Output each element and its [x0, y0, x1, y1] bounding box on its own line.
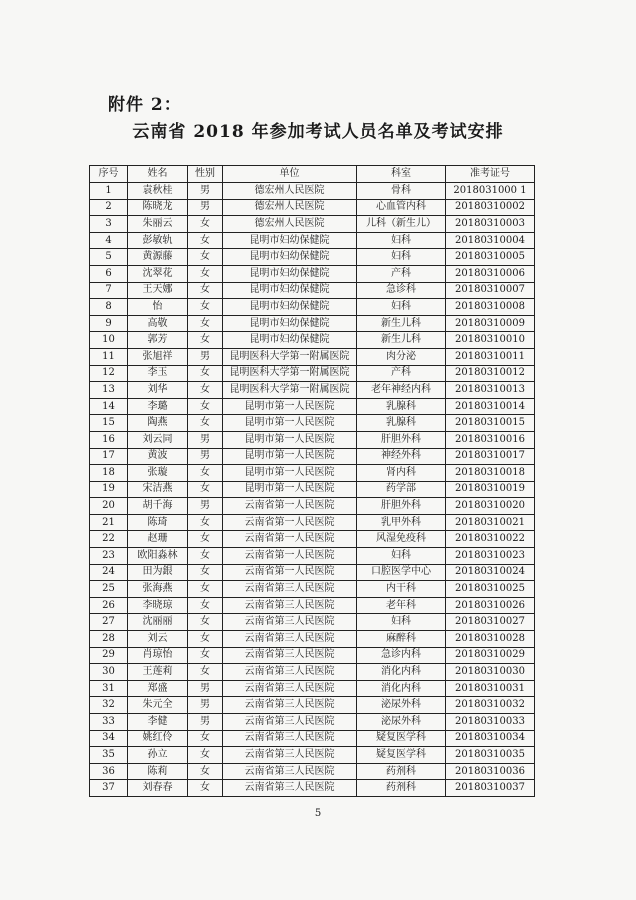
gender-cell: 男 [188, 348, 223, 365]
department-cell: 急诊科 [357, 282, 446, 299]
person-name-cell: 彭敏轨 [128, 232, 188, 249]
table-row [90, 514, 535, 531]
work-unit-cell: 云南省第三人民医院 [223, 614, 357, 631]
department-cell: 泌尿外科 [357, 697, 446, 714]
table-row [90, 481, 535, 498]
department-cell: 消化内科 [357, 680, 446, 697]
person-name-cell: 陈莉 [128, 763, 188, 780]
gender-cell: 男 [188, 431, 223, 448]
gender-cell: 男 [188, 448, 223, 465]
gender-cell: 女 [188, 631, 223, 648]
admission-ticket-number-cell: 20180310003 [446, 216, 535, 233]
column-header: 姓名 [128, 166, 188, 183]
row-number-cell: 8 [90, 299, 128, 316]
work-unit-cell: 云南省第三人民医院 [223, 581, 357, 598]
table-row [90, 747, 535, 764]
gender-cell: 女 [188, 216, 223, 233]
work-unit-cell: 昆明市妇幼保健院 [223, 315, 357, 332]
admission-ticket-number-cell: 20180310002 [446, 199, 535, 216]
admission-ticket-number-cell: 20180310025 [446, 581, 535, 598]
gender-cell: 女 [188, 398, 223, 415]
department-cell: 心血管内科 [357, 199, 446, 216]
table-row [90, 332, 535, 349]
department-cell: 老年科 [357, 597, 446, 614]
department-cell: 新生儿科 [357, 315, 446, 332]
table-row [90, 465, 535, 482]
row-number-cell: 1 [90, 183, 128, 200]
gender-cell: 男 [188, 199, 223, 216]
gender-cell: 女 [188, 614, 223, 631]
gender-cell: 女 [188, 332, 223, 349]
row-number-cell: 18 [90, 465, 128, 482]
row-number-cell: 23 [90, 548, 128, 565]
department-cell: 口腔医学中心 [357, 564, 446, 581]
department-cell: 内干科 [357, 581, 446, 598]
row-number-cell: 30 [90, 664, 128, 681]
row-number-cell: 7 [90, 282, 128, 299]
work-unit-cell: 云南省第三人民医院 [223, 763, 357, 780]
gender-cell: 女 [188, 531, 223, 548]
gender-cell: 女 [188, 747, 223, 764]
row-number-cell: 2 [90, 199, 128, 216]
table-row [90, 714, 535, 731]
row-number-cell: 25 [90, 581, 128, 598]
table-row [90, 199, 535, 216]
gender-cell: 女 [188, 664, 223, 681]
admission-ticket-number-cell: 20180310016 [446, 431, 535, 448]
admission-ticket-number-cell: 20180310012 [446, 365, 535, 382]
table-row [90, 183, 535, 200]
table-row [90, 680, 535, 697]
department-cell: 肝胆外科 [357, 431, 446, 448]
page-number: 5 [314, 808, 322, 819]
work-unit-cell: 昆明市第一人民医院 [223, 465, 357, 482]
admission-ticket-number-cell: 20180310009 [446, 315, 535, 332]
work-unit-cell: 昆明市第一人民医院 [223, 415, 357, 432]
admission-ticket-number-cell: 20180310005 [446, 249, 535, 266]
work-unit-cell: 云南省第三人民医院 [223, 747, 357, 764]
person-name-cell: 怡 [128, 299, 188, 316]
gender-cell: 女 [188, 282, 223, 299]
department-cell: 急诊内科 [357, 647, 446, 664]
gender-cell: 女 [188, 315, 223, 332]
person-name-cell: 肖琼怡 [128, 647, 188, 664]
row-number-cell: 24 [90, 564, 128, 581]
gender-cell: 女 [188, 382, 223, 399]
person-name-cell: 李玉 [128, 365, 188, 382]
work-unit-cell: 云南省第一人民医院 [223, 531, 357, 548]
person-name-cell: 高敬 [128, 315, 188, 332]
table-row [90, 431, 535, 448]
table-row [90, 531, 535, 548]
gender-cell: 女 [188, 299, 223, 316]
admission-ticket-number-cell: 20180310015 [446, 415, 535, 432]
person-name-cell: 沈翠花 [128, 265, 188, 282]
row-number-cell: 12 [90, 365, 128, 382]
work-unit-cell: 云南省第三人民医院 [223, 714, 357, 731]
gender-cell: 男 [188, 498, 223, 515]
department-cell: 风湿免疫科 [357, 531, 446, 548]
person-name-cell: 胡千海 [128, 498, 188, 515]
person-name-cell: 黄源藤 [128, 249, 188, 266]
admission-ticket-number-cell: 20180310033 [446, 714, 535, 731]
work-unit-cell: 云南省第三人民医院 [223, 647, 357, 664]
gender-cell: 女 [188, 514, 223, 531]
row-number-cell: 5 [90, 249, 128, 266]
work-unit-cell: 昆明市第一人民医院 [223, 398, 357, 415]
person-name-cell: 宋洁燕 [128, 481, 188, 498]
admission-ticket-number-cell: 20180310029 [446, 647, 535, 664]
department-cell: 骨科 [357, 183, 446, 200]
department-cell: 妇科 [357, 249, 446, 266]
work-unit-cell: 昆明市妇幼保健院 [223, 249, 357, 266]
person-name-cell: 李健 [128, 714, 188, 731]
admission-ticket-number-cell: 20180310021 [446, 514, 535, 531]
column-header: 科室 [357, 166, 446, 183]
work-unit-cell: 云南省第一人民医院 [223, 548, 357, 565]
admission-ticket-number-cell: 20180310036 [446, 763, 535, 780]
row-number-cell: 17 [90, 448, 128, 465]
table-row [90, 763, 535, 780]
column-header: 准考证号 [446, 166, 535, 183]
person-name-cell: 郑盛 [128, 680, 188, 697]
row-number-cell: 32 [90, 697, 128, 714]
person-name-cell: 陶燕 [128, 415, 188, 432]
person-name-cell: 刘华 [128, 382, 188, 399]
admission-ticket-number-cell: 20180310018 [446, 465, 535, 482]
work-unit-cell: 云南省第三人民医院 [223, 697, 357, 714]
exam-roster-table [89, 165, 535, 797]
department-cell: 产科 [357, 265, 446, 282]
work-unit-cell: 德宏州人民医院 [223, 199, 357, 216]
row-number-cell: 13 [90, 382, 128, 399]
attachment-label: 附件 2： [108, 95, 182, 115]
department-cell: 药剂科 [357, 763, 446, 780]
row-number-cell: 10 [90, 332, 128, 349]
work-unit-cell: 昆明市第一人民医院 [223, 431, 357, 448]
person-name-cell: 黄波 [128, 448, 188, 465]
admission-ticket-number-cell: 20180310023 [446, 548, 535, 565]
person-name-cell: 张旭祥 [128, 348, 188, 365]
work-unit-cell: 昆明医科大学第一附属医院 [223, 382, 357, 399]
department-cell: 药学部 [357, 481, 446, 498]
gender-cell: 女 [188, 465, 223, 482]
department-cell: 肉分泌 [357, 348, 446, 365]
department-cell: 产科 [357, 365, 446, 382]
admission-ticket-number-cell: 20180310037 [446, 780, 535, 797]
work-unit-cell: 云南省第一人民医院 [223, 514, 357, 531]
row-number-cell: 20 [90, 498, 128, 515]
work-unit-cell: 云南省第三人民医院 [223, 664, 357, 681]
table-row [90, 597, 535, 614]
admission-ticket-number-cell: 20180310004 [446, 232, 535, 249]
department-cell: 药剂科 [357, 780, 446, 797]
person-name-cell: 王莲莉 [128, 664, 188, 681]
table-row [90, 780, 535, 797]
table-row [90, 315, 535, 332]
work-unit-cell: 云南省第三人民医院 [223, 730, 357, 747]
gender-cell: 女 [188, 249, 223, 266]
work-unit-cell: 云南省第一人民医院 [223, 564, 357, 581]
row-number-cell: 29 [90, 647, 128, 664]
person-name-cell: 欧阳淼林 [128, 548, 188, 565]
work-unit-cell: 昆明市第一人民医院 [223, 481, 357, 498]
gender-cell: 男 [188, 680, 223, 697]
column-header: 序号 [90, 166, 128, 183]
admission-ticket-number-cell: 20180310034 [446, 730, 535, 747]
table-row [90, 548, 535, 565]
row-number-cell: 16 [90, 431, 128, 448]
table-row [90, 730, 535, 747]
department-cell: 肝胆外科 [357, 498, 446, 515]
work-unit-cell: 云南省第三人民医院 [223, 631, 357, 648]
row-number-cell: 35 [90, 747, 128, 764]
row-number-cell: 14 [90, 398, 128, 415]
person-name-cell: 王天娜 [128, 282, 188, 299]
department-cell: 疑复医学科 [357, 747, 446, 764]
department-cell: 疑复医学科 [357, 730, 446, 747]
table-row [90, 647, 535, 664]
row-number-cell: 31 [90, 680, 128, 697]
row-number-cell: 26 [90, 597, 128, 614]
person-name-cell: 郭芳 [128, 332, 188, 349]
work-unit-cell: 昆明市妇幼保健院 [223, 232, 357, 249]
gender-cell: 男 [188, 183, 223, 200]
department-cell: 妇科 [357, 614, 446, 631]
column-header: 单位 [223, 166, 357, 183]
table-row [90, 282, 535, 299]
table-row [90, 348, 535, 365]
admission-ticket-number-cell: 20180310032 [446, 697, 535, 714]
department-cell: 泌尿外科 [357, 714, 446, 731]
table-row [90, 382, 535, 399]
person-name-cell: 赵珊 [128, 531, 188, 548]
admission-ticket-number-cell: 20180310022 [446, 531, 535, 548]
table-row [90, 664, 535, 681]
department-cell: 老年神经内科 [357, 382, 446, 399]
department-cell: 消化内科 [357, 664, 446, 681]
admission-ticket-number-cell: 20180310013 [446, 382, 535, 399]
person-name-cell: 袁秋桂 [128, 183, 188, 200]
person-name-cell: 张海燕 [128, 581, 188, 598]
row-number-cell: 27 [90, 614, 128, 631]
table-row [90, 398, 535, 415]
work-unit-cell: 德宏州人民医院 [223, 216, 357, 233]
person-name-cell: 刘云同 [128, 431, 188, 448]
row-number-cell: 3 [90, 216, 128, 233]
table-row [90, 216, 535, 233]
person-name-cell: 田为銀 [128, 564, 188, 581]
admission-ticket-number-cell: 2018031000 1 [446, 183, 535, 200]
admission-ticket-number-cell: 20180310031 [446, 680, 535, 697]
person-name-cell: 朱丽云 [128, 216, 188, 233]
row-number-cell: 21 [90, 514, 128, 531]
gender-cell: 女 [188, 763, 223, 780]
table-row [90, 448, 535, 465]
person-name-cell: 陈晓龙 [128, 199, 188, 216]
person-name-cell: 刘云 [128, 631, 188, 648]
gender-cell: 女 [188, 481, 223, 498]
person-name-cell: 张璇 [128, 465, 188, 482]
person-name-cell: 朱元全 [128, 697, 188, 714]
work-unit-cell: 昆明市妇幼保健院 [223, 282, 357, 299]
admission-ticket-number-cell: 20180310006 [446, 265, 535, 282]
person-name-cell: 刘春春 [128, 780, 188, 797]
row-number-cell: 4 [90, 232, 128, 249]
table-row [90, 498, 535, 515]
work-unit-cell: 云南省第三人民医院 [223, 680, 357, 697]
table-header-row [90, 166, 535, 183]
work-unit-cell: 昆明医科大学第一附属医院 [223, 348, 357, 365]
row-number-cell: 22 [90, 531, 128, 548]
admission-ticket-number-cell: 20180310028 [446, 631, 535, 648]
gender-cell: 女 [188, 581, 223, 598]
department-cell: 乳甲外科 [357, 514, 446, 531]
person-name-cell: 沈丽丽 [128, 614, 188, 631]
admission-ticket-number-cell: 20180310011 [446, 348, 535, 365]
row-number-cell: 33 [90, 714, 128, 731]
work-unit-cell: 德宏州人民医院 [223, 183, 357, 200]
row-number-cell: 34 [90, 730, 128, 747]
person-name-cell: 孙立 [128, 747, 188, 764]
work-unit-cell: 昆明市妇幼保健院 [223, 332, 357, 349]
department-cell: 妇科 [357, 548, 446, 565]
admission-ticket-number-cell: 20180310020 [446, 498, 535, 515]
row-number-cell: 28 [90, 631, 128, 648]
person-name-cell: 姚红伶 [128, 730, 188, 747]
gender-cell: 女 [188, 730, 223, 747]
admission-ticket-number-cell: 20180310010 [446, 332, 535, 349]
work-unit-cell: 云南省第三人民医院 [223, 780, 357, 797]
department-cell: 乳腺科 [357, 398, 446, 415]
row-number-cell: 36 [90, 763, 128, 780]
work-unit-cell: 昆明医科大学第一附属医院 [223, 365, 357, 382]
row-number-cell: 11 [90, 348, 128, 365]
gender-cell: 女 [188, 232, 223, 249]
gender-cell: 女 [188, 564, 223, 581]
row-number-cell: 19 [90, 481, 128, 498]
row-number-cell: 37 [90, 780, 128, 797]
department-cell: 妇科 [357, 232, 446, 249]
table-row [90, 299, 535, 316]
admission-ticket-number-cell: 20180310035 [446, 747, 535, 764]
work-unit-cell: 昆明市第一人民医院 [223, 448, 357, 465]
table-row [90, 265, 535, 282]
gender-cell: 女 [188, 597, 223, 614]
admission-ticket-number-cell: 20180310014 [446, 398, 535, 415]
admission-ticket-number-cell: 20180310027 [446, 614, 535, 631]
gender-cell: 男 [188, 697, 223, 714]
department-cell: 麻醉科 [357, 631, 446, 648]
document-title: 云南省 2018 年参加考试人员名单及考试安排 [132, 122, 504, 142]
table-row [90, 581, 535, 598]
person-name-cell: 陈琦 [128, 514, 188, 531]
admission-ticket-number-cell: 20180310007 [446, 282, 535, 299]
column-header: 性别 [188, 166, 223, 183]
table-row [90, 631, 535, 648]
gender-cell: 女 [188, 647, 223, 664]
work-unit-cell: 昆明市妇幼保健院 [223, 299, 357, 316]
row-number-cell: 15 [90, 415, 128, 432]
admission-ticket-number-cell: 20180310019 [446, 481, 535, 498]
admission-ticket-number-cell: 20180310024 [446, 564, 535, 581]
row-number-cell: 9 [90, 315, 128, 332]
gender-cell: 女 [188, 265, 223, 282]
table-row [90, 415, 535, 432]
person-name-cell: 李晓琼 [128, 597, 188, 614]
gender-cell: 女 [188, 780, 223, 797]
work-unit-cell: 昆明市妇幼保健院 [223, 265, 357, 282]
department-cell: 乳腺科 [357, 415, 446, 432]
admission-ticket-number-cell: 20180310030 [446, 664, 535, 681]
admission-ticket-number-cell: 20180310026 [446, 597, 535, 614]
table-row [90, 365, 535, 382]
gender-cell: 女 [188, 415, 223, 432]
department-cell: 儿科（新生儿） [357, 216, 446, 233]
table-body [90, 183, 535, 797]
gender-cell: 女 [188, 365, 223, 382]
department-cell: 神经外科 [357, 448, 446, 465]
gender-cell: 男 [188, 714, 223, 731]
admission-ticket-number-cell: 20180310017 [446, 448, 535, 465]
admission-ticket-number-cell: 20180310008 [446, 299, 535, 316]
table-row [90, 564, 535, 581]
gender-cell: 女 [188, 548, 223, 565]
table-row [90, 614, 535, 631]
table-row [90, 232, 535, 249]
row-number-cell: 6 [90, 265, 128, 282]
work-unit-cell: 云南省第三人民医院 [223, 597, 357, 614]
department-cell: 肾内科 [357, 465, 446, 482]
person-name-cell: 李璐 [128, 398, 188, 415]
table-row [90, 697, 535, 714]
table-row [90, 249, 535, 266]
work-unit-cell: 云南省第一人民医院 [223, 498, 357, 515]
department-cell: 新生儿科 [357, 332, 446, 349]
department-cell: 妇科 [357, 299, 446, 316]
